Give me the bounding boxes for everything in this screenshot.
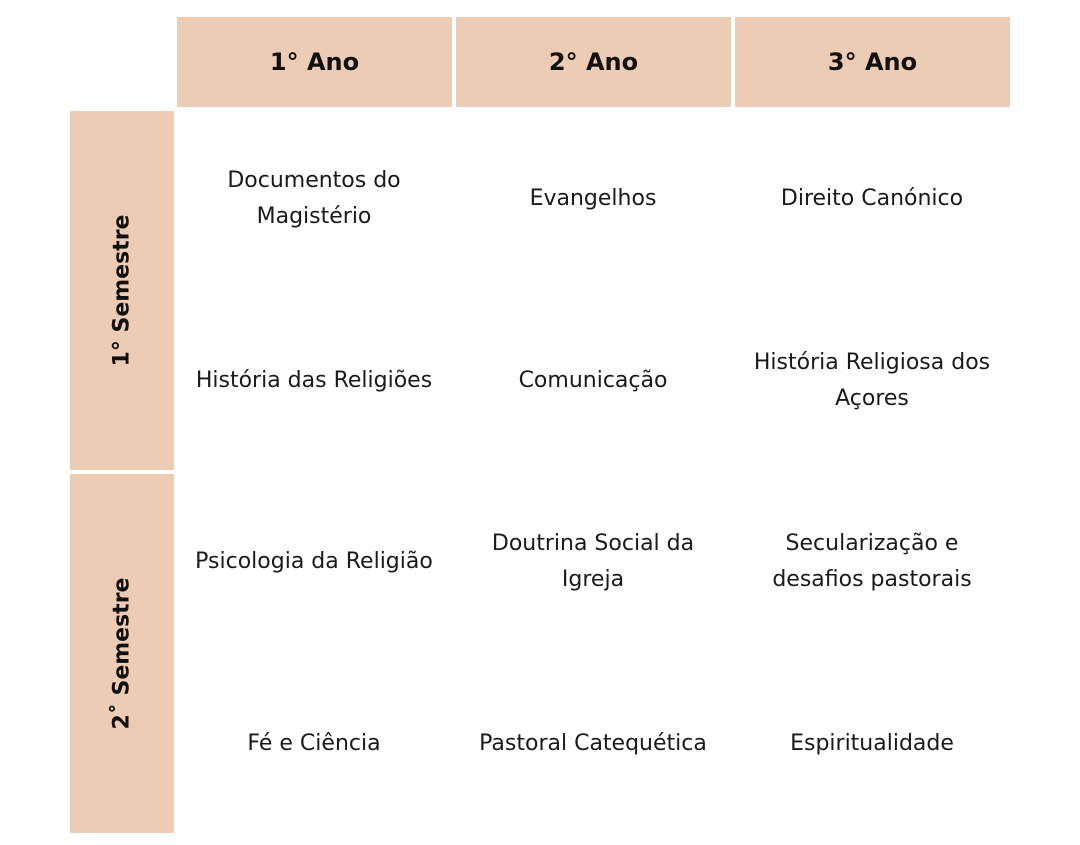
column-header-label: 2° Ano bbox=[548, 48, 639, 76]
course-cell bbox=[175, 311, 453, 451]
course-cell bbox=[454, 674, 732, 814]
course-name: Doutrina Social da Igreja bbox=[491, 531, 695, 592]
course-cell bbox=[454, 492, 732, 632]
course-name: História Religiosa dos Açores bbox=[753, 350, 991, 411]
course-name: Comunicação bbox=[518, 368, 668, 393]
column-header-ano-2 bbox=[456, 17, 731, 107]
course-cell bbox=[733, 311, 1011, 451]
course-cell bbox=[175, 492, 453, 632]
column-header-ano-3 bbox=[735, 17, 1010, 107]
row-header-semestre-2 bbox=[70, 474, 174, 833]
course-name: Direito Canónico bbox=[780, 186, 964, 211]
row-header-semestre-1 bbox=[70, 111, 174, 470]
column-header-label: 3° Ano bbox=[827, 48, 918, 76]
course-cell bbox=[175, 129, 453, 269]
course-name: Documentos do Magistério bbox=[227, 168, 401, 229]
column-header-ano-1 bbox=[177, 17, 452, 107]
course-name: Fé e Ciência bbox=[247, 731, 381, 756]
course-cell bbox=[454, 129, 732, 269]
course-name: História das Religiões bbox=[195, 368, 433, 393]
course-name: Evangelhos bbox=[529, 186, 657, 211]
course-cell bbox=[733, 129, 1011, 269]
course-cell bbox=[454, 311, 732, 451]
column-header-label: 1° Ano bbox=[269, 48, 360, 76]
row-header-label: 1° Semestre bbox=[109, 214, 135, 367]
course-name: Espiritualidade bbox=[790, 731, 954, 756]
course-name: Pastoral Catequética bbox=[479, 731, 707, 756]
course-cell bbox=[175, 674, 453, 814]
course-name: Psicologia da Religião bbox=[195, 549, 433, 574]
course-cell bbox=[733, 674, 1011, 814]
course-cell bbox=[733, 492, 1011, 632]
course-name: Secularização e desafios pastorais bbox=[772, 531, 972, 592]
row-header-label: 2˚ Semestre bbox=[109, 577, 135, 730]
